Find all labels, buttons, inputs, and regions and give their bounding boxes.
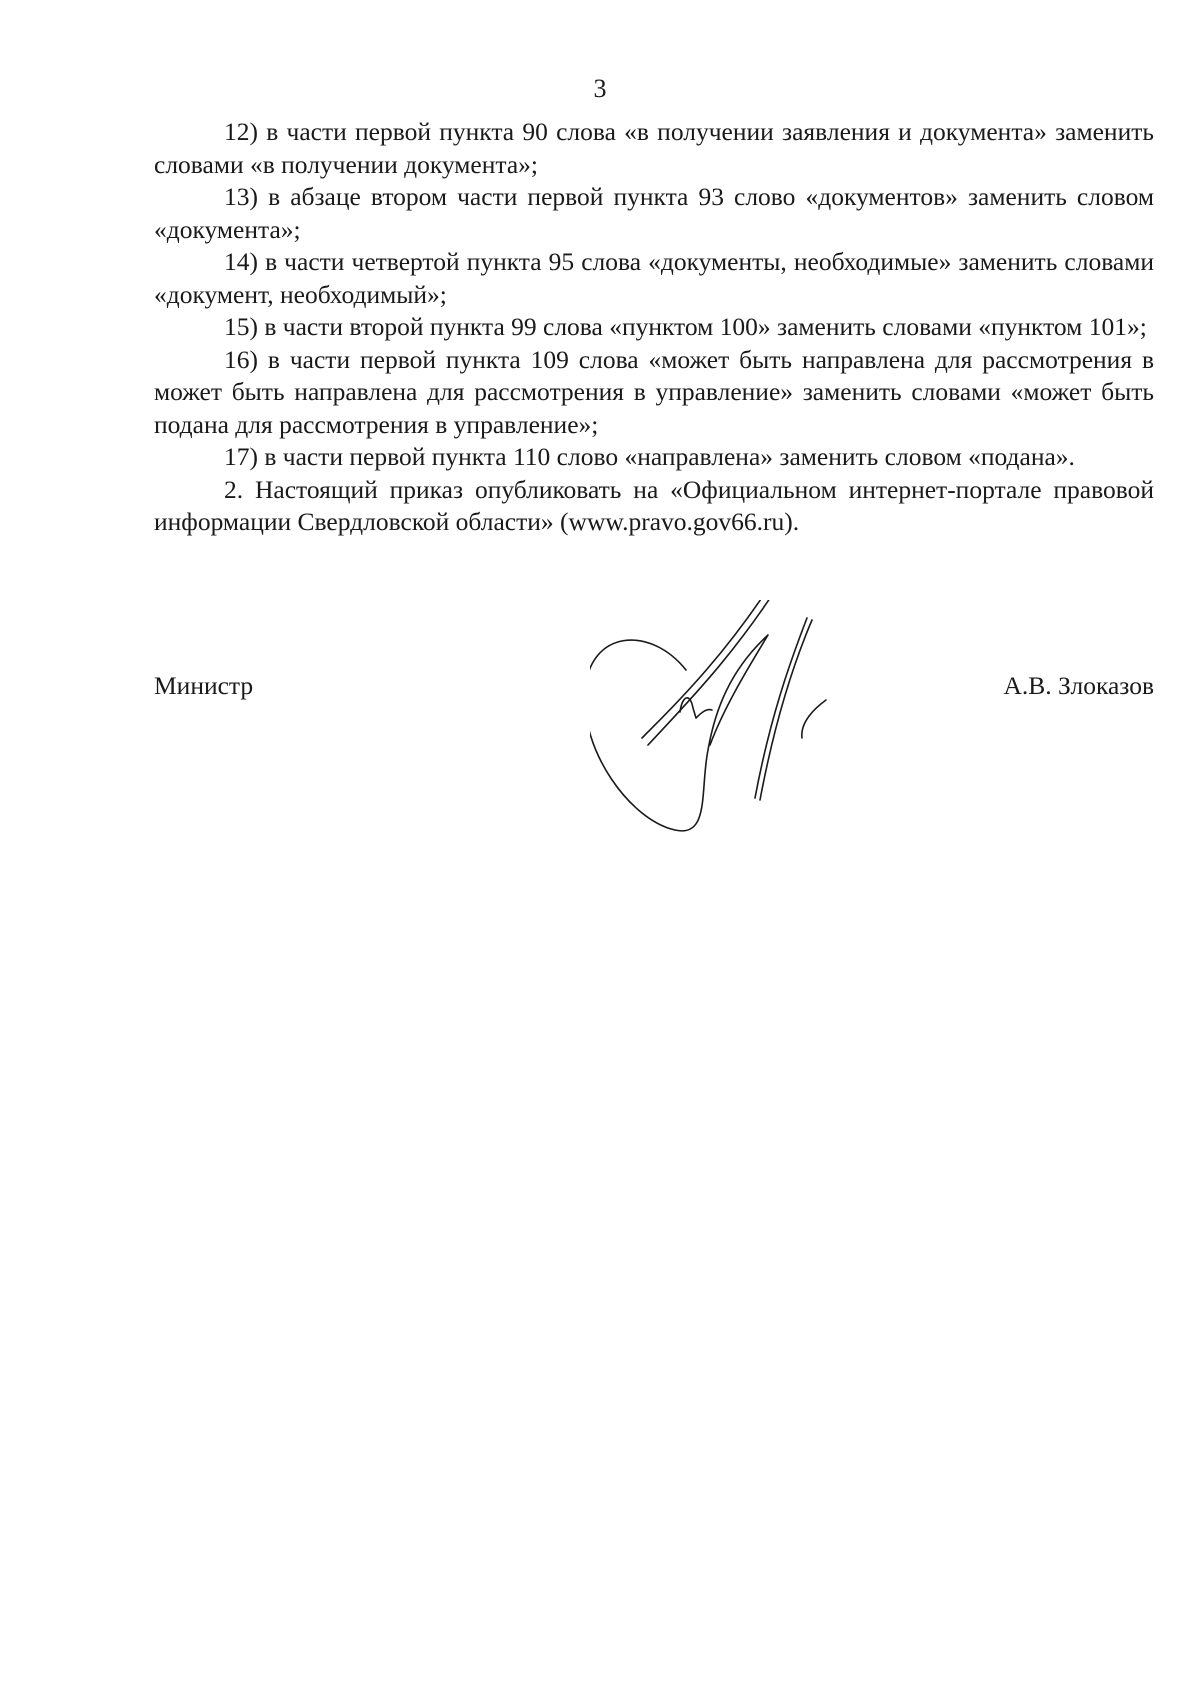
document-body (154, 116, 1154, 539)
signature-block (154, 670, 1154, 710)
page-number: 3 (593, 74, 607, 103)
handwritten-signature (590, 600, 880, 850)
paragraph-item-14: 14) в части четвертой пункта 95 слова «документы, необходимые» заменить словами «документ, необходимый»; (154, 247, 1154, 309)
paragraph-item-13: 13) в абзаце втором части первой пункта 93 слово «документов» заменить словом «документа»; (154, 182, 1154, 244)
paragraph-item-15: 15) в части второй пункта 99 слова «пунктом 100» заменить словами «пунктом 101»; (224, 312, 1147, 341)
signer-title: Министр (154, 671, 254, 700)
paragraph-item-16: 16) в части первой пункта 109 слова «может быть направлена для рассмотрения в может быть направлена для рассмотрения в управление» заменить словами «может быть подана для рассмотрения в управление»; (154, 344, 1154, 439)
signer-name: А.В. Злоказов (1003, 671, 1154, 700)
paragraph-item-12: 12) в части первой пункта 90 слова «в получении заявления и документа» заменить словами «в получении документа»; (154, 117, 1154, 179)
paragraph-item-17: 17) в части первой пункта 110 слово «направлена» заменить словом «подана». (224, 442, 1075, 471)
paragraph-publication: 2. Настоящий приказ опубликовать на «Официальном интернет-портале правовой информации Свердловской области» (www.pravo.gov66.ru). (154, 474, 1154, 536)
